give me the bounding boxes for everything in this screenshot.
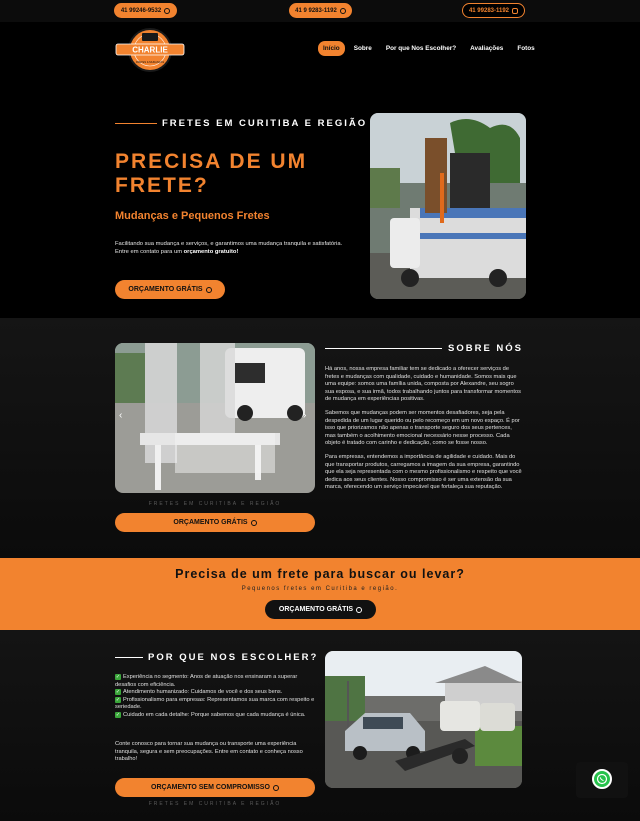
why-heading-line bbox=[115, 657, 143, 658]
cta-title: Precisa de um frete para buscar ou levar? bbox=[175, 567, 465, 581]
hero-button-label: ORÇAMENTO GRÁTIS bbox=[128, 286, 203, 293]
why-text: Conte conosco para tornar sua mudança ou transporte uma experiência tranquila, segura e sem preocupações. Entre em contato e conheça nosso trabalho! bbox=[115, 741, 303, 763]
cta-quote-button[interactable] bbox=[265, 600, 376, 619]
why-quote-button[interactable] bbox=[115, 778, 315, 797]
about-quote-button[interactable] bbox=[115, 513, 315, 532]
whatsapp-chat-button[interactable] bbox=[592, 769, 612, 789]
about-heading-line bbox=[325, 348, 442, 349]
check-icon: ✓ bbox=[115, 689, 121, 696]
hero-truck-photo bbox=[370, 113, 526, 299]
about-button-label: ORÇAMENTO GRÁTIS bbox=[173, 519, 248, 526]
about-heading: SOBRE NÓS bbox=[448, 343, 524, 354]
top-bar bbox=[0, 0, 640, 22]
why-item-text: Profissionalismo para empresas: Representamos sua marca com respeito e seriedade. bbox=[115, 696, 315, 711]
main-nav bbox=[318, 41, 540, 56]
phone-3-label: 41 99283-1192 bbox=[468, 7, 510, 14]
hero-text: Facilitando sua mudança e serviços, e garantimos uma mudança tranquila e satisfatória. Entre em contato para um bbox=[115, 241, 343, 255]
whatsapp-icon bbox=[340, 8, 346, 14]
why-list bbox=[115, 674, 318, 720]
logo-brand-text: CHARLIE bbox=[132, 45, 168, 55]
why-caption: FRETES EM CURITIBA E REGIÃO bbox=[148, 801, 282, 807]
hero-subtitle: Mudanças e Pequenos Fretes bbox=[115, 210, 270, 222]
nav-item-fotos[interactable]: Fotos bbox=[517, 45, 535, 52]
about-paragraph: Para empresas, entendemos a importância de agilidade e cuidado. Mais do que transportar produtos, carregamos a imagem da sua empresa, garantindo que ela seja representada com o mesmo profissionalismo e respeito que você dedica aos seus clientes. Nosso compromisso é ser uma extensão da sua marca, oferecendo um serviço impecável que fortaleça sua reputação. bbox=[325, 453, 522, 491]
about-text bbox=[325, 366, 523, 498]
nav-item-avaliacoes[interactable]: Avaliações bbox=[470, 45, 504, 52]
whatsapp-icon bbox=[356, 607, 362, 613]
carousel-next-icon[interactable]: › bbox=[303, 410, 307, 421]
why-button-label: ORÇAMENTO SEM COMPROMISSO bbox=[151, 784, 270, 791]
about-section bbox=[0, 318, 640, 558]
whatsapp-icon bbox=[251, 520, 257, 526]
list-item bbox=[115, 689, 318, 697]
whatsapp-icon bbox=[164, 8, 170, 14]
why-heading: POR QUE NOS ESCOLHER? bbox=[148, 652, 319, 663]
why-car-photo bbox=[325, 651, 522, 788]
about-carousel-photo bbox=[115, 343, 315, 493]
phone-pill-1[interactable] bbox=[114, 3, 177, 18]
whatsapp-icon bbox=[273, 785, 279, 791]
charlie-logo[interactable] bbox=[114, 27, 186, 73]
about-caption: FRETES EM CURITIBA E REGIÃO bbox=[148, 501, 282, 507]
why-section bbox=[0, 630, 640, 821]
about-paragraph: Há anos, nossa empresa familiar tem se dedicado a oferecer serviços de fretes e mudanças com qualidade, cuidado e humanidade. Somos mais que uma equipe: somos uma família unida, composta por Alexandre, seu sogro sua esposa, e sua irmã, todos trabalhando juntos para transformar momentos de mudança em experiências positivas. bbox=[325, 366, 522, 403]
check-icon: ✓ bbox=[115, 711, 121, 718]
hero-kicker: FRETES EM CURITIBA E REGIÃO bbox=[162, 118, 368, 129]
hero-quote-button[interactable] bbox=[115, 280, 225, 299]
check-icon: ✓ bbox=[115, 674, 121, 680]
instagram-icon bbox=[512, 8, 518, 14]
phone-1-label: 41 99246-9532 bbox=[120, 7, 162, 14]
why-item-text: Experiência no segmento: Anos de atuação nos ensinaram a superar desafios com eficiência. bbox=[115, 674, 298, 688]
whatsapp-icon bbox=[596, 773, 608, 785]
hero-kicker-line bbox=[115, 123, 157, 124]
nav-item-por-que[interactable]: Por que Nos Escolher? bbox=[385, 45, 457, 52]
logo-tagline: FRETES & MUDANÇAS bbox=[135, 61, 165, 64]
list-item bbox=[115, 712, 318, 720]
check-icon: ✓ bbox=[115, 696, 121, 703]
list-item bbox=[115, 674, 318, 689]
hero-description bbox=[115, 240, 347, 256]
whatsapp-icon bbox=[206, 287, 212, 293]
phone-pill-3[interactable] bbox=[462, 3, 525, 18]
cta-subtitle: Pequenos fretes em Curitiba e região. bbox=[241, 586, 399, 592]
about-paragraph: Sabemos que mudanças podem ser momentos desafiadores, seja pela despedida de um lugar querido ou pelo recomeço em um novo espaço. É por isso que priorizamos não apenas o transporte seguro dos seus pertences, mas também o acolhimento emocional necessário nesse processo. Cada objeto é tratado com carinho e dedicação, como se fosse nosso. bbox=[325, 409, 520, 447]
list-item bbox=[115, 697, 318, 712]
hero-title: PRECISA DE UM FRETE? bbox=[115, 150, 308, 197]
why-item-text: Cuidado em cada detalhe: Porque sabemos que cada mudança é única. bbox=[123, 711, 306, 718]
nav-item-sobre[interactable]: Sobre bbox=[353, 45, 372, 52]
why-item-text: Atendimento humanizado: Cuidamos de você e dos seus bens. bbox=[123, 689, 283, 696]
hero-text-bold: orçamento gratuito! bbox=[183, 249, 239, 255]
phone-pill-2[interactable] bbox=[289, 3, 352, 18]
carousel-prev-icon[interactable]: ‹ bbox=[119, 410, 123, 421]
cta-button-label: ORÇAMENTO GRÁTIS bbox=[278, 606, 354, 613]
phone-2-label: 41 9 9283-1192 bbox=[295, 7, 337, 14]
nav-item-inicio[interactable]: Início bbox=[318, 41, 345, 56]
